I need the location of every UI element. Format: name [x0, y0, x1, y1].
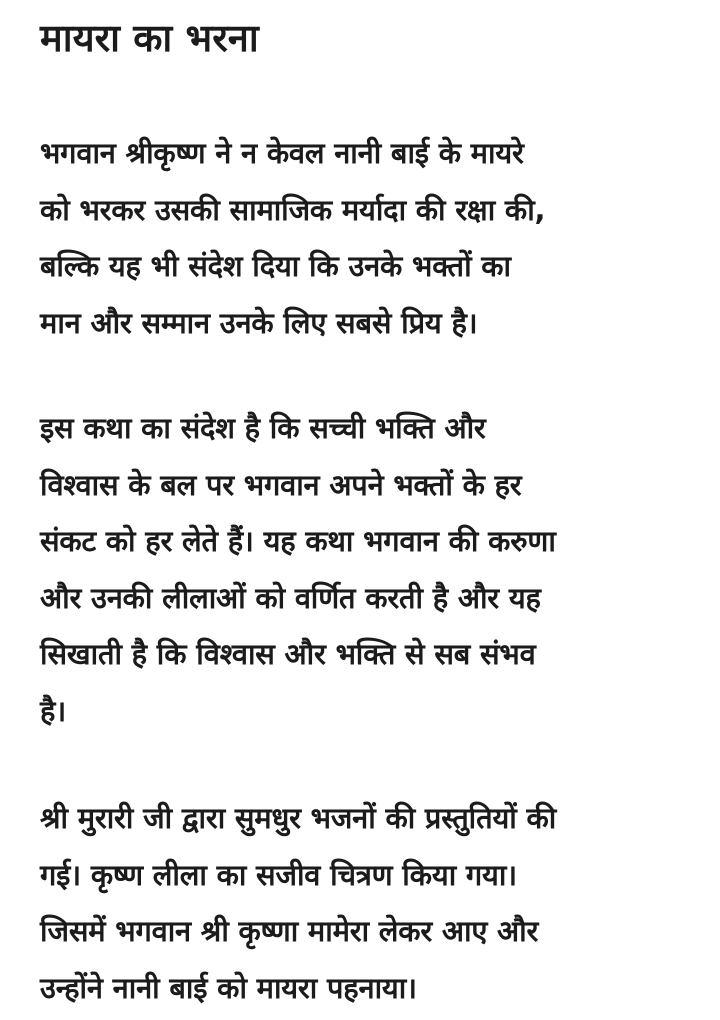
paragraph-line: सिखाती है कि विश्वास और भक्ति से सब संभव — [40, 637, 536, 671]
paragraph-1 — [40, 125, 700, 351]
paragraph-line: उन्होंने नानी बाई को मायरा पहनाया। — [40, 970, 417, 1005]
paragraph-line: मान और सम्मान उनके लिए सबसे प्रिय है। — [40, 305, 478, 340]
paragraph-line: जिसमें भगवान श्री कृष्णा मामेरा लेकर आए और — [40, 914, 539, 948]
paragraph-line: इस कथा का संदेश है कि सच्ची भक्ति और — [40, 411, 486, 445]
paragraph-3 — [40, 790, 700, 1016]
paragraph-line: भगवान श्रीकृष्ण ने न केवल नानी बाई के मायरे — [40, 136, 524, 170]
paragraph-line: गई। कृष्ण लीला का सजीव चित्रण किया गया। — [40, 857, 517, 892]
paragraph-line: और उनकी लीलाओं को वर्णित करती है और यह — [40, 580, 541, 615]
paragraph-line: संकट को हर लेते हैं। यह कथा भगवान की करुणा — [40, 524, 556, 558]
article-title: मायरा का भरना — [40, 16, 259, 60]
paragraph-2 — [40, 400, 700, 739]
paragraph-line: श्री मुरारी जी द्वारा सुमधुर भजनों की प्रस्तुतियों की — [40, 801, 557, 835]
paragraph-line: है। — [40, 693, 66, 728]
paragraph-line: विश्वास के बल पर भगवान अपने भक्तों के हर — [40, 467, 522, 502]
paragraph-line: बल्कि यह भी संदेश दिया कि उनके भक्तों का — [40, 249, 511, 283]
paragraph-line: को भरकर उसकी सामाजिक मर्यादा की रक्षा की, — [40, 192, 546, 227]
